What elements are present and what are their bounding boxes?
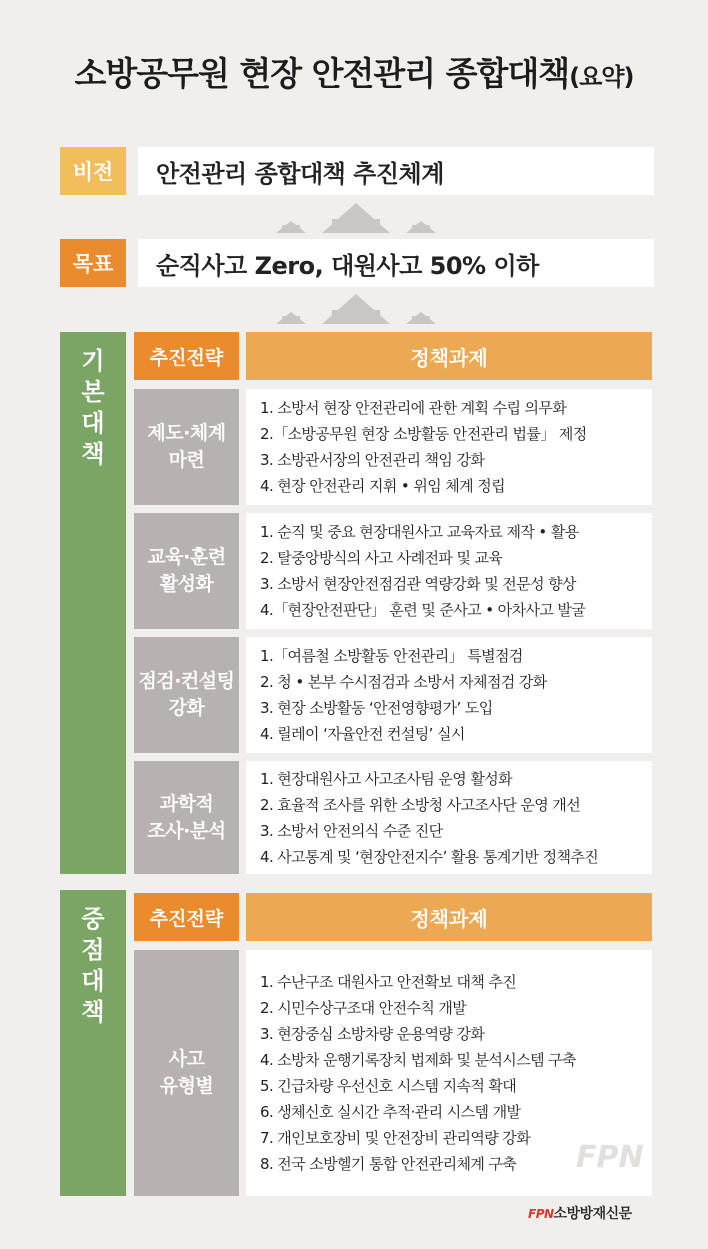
task-item: 2. 시민수상구조대 안전수칙 개발 [260, 999, 467, 1017]
title-main: 소방공무원 현장 안전관리 종합대책 [74, 54, 570, 93]
task-item: 1. 순직 및 중요 현장대원사고 교육자료 제작 • 활용 [260, 523, 579, 541]
section-focus-label [60, 890, 126, 1196]
strategy-header: 추진전략 [134, 893, 239, 941]
strategy-line: 사고 [168, 1048, 205, 1070]
up-arrows-icon [276, 290, 436, 324]
strategy-cell [134, 637, 239, 753]
side-char: 본 [81, 378, 105, 406]
task-item: 1.「여름철 소방활동 안전관리」 특별점검 [260, 647, 523, 665]
strategy-cell [134, 513, 239, 629]
logo-mark: FPN [528, 1207, 554, 1221]
task-item: 3. 소방서 안전의식 수준 진단 [260, 821, 443, 840]
strategy-line: 유형별 [159, 1075, 214, 1097]
task-list [246, 761, 652, 874]
task-item: 1. 현장대원사고 사고조사팀 운영 활성화 [260, 769, 513, 788]
strategy-line: 교육·훈련 [147, 546, 226, 568]
side-char: 기 [81, 347, 105, 375]
strategy-cell [134, 950, 239, 1196]
strategy-cell [134, 389, 239, 505]
side-char: 중 [81, 905, 105, 933]
task-item: 1. 수난구조 대원사고 안전확보 대책 추진 [260, 973, 517, 991]
strategy-line: 제도·체계 [147, 422, 226, 444]
task-item: 2. 청 • 본부 수시점검과 소방서 자체점검 강화 [260, 673, 547, 691]
strategy-line: 강화 [168, 697, 205, 719]
task-item: 4. 릴레이 ‘자율안전 컨설팅’ 실시 [260, 725, 465, 743]
task-item: 5. 긴급차량 우선신호 시스템 지속적 확대 [260, 1077, 517, 1095]
side-char: 대 [81, 409, 105, 437]
task-list [246, 637, 652, 753]
page-title [0, 48, 708, 95]
strategy-line: 조사·분석 [147, 819, 226, 842]
task-item: 4.「현장안전판단」 훈련 및 준사고 • 아차사고 발굴 [260, 601, 586, 619]
strategy-cell [134, 761, 239, 874]
tasks-header: 정책과제 [246, 332, 652, 380]
task-item: 4. 소방차 운행기록장치 법제화 및 분석시스템 구축 [260, 1051, 576, 1069]
goal-label: 목표 [60, 239, 126, 287]
watermark-logo: FPN [576, 1140, 644, 1175]
side-char: 책 [81, 998, 105, 1026]
strategy-line: 활성화 [159, 573, 214, 595]
task-list [246, 389, 652, 505]
vision-text: 안전관리 종합대책 추진체계 [138, 147, 654, 195]
task-item: 7. 개인보호장비 및 안전장비 관리역량 강화 [260, 1129, 531, 1147]
side-char: 점 [81, 936, 105, 964]
side-char: 대 [81, 967, 105, 995]
tasks-header: 정책과제 [246, 893, 652, 941]
task-item: 1. 소방서 현장 안전관리에 관한 계획 수립 의무화 [260, 399, 567, 417]
vision-label: 비전 [60, 147, 126, 195]
strategy-header: 추진전략 [134, 332, 239, 380]
task-item: 3. 소방관서장의 안전관리 책임 강화 [260, 451, 485, 469]
title-suffix: (요약) [569, 63, 634, 91]
strategy-line: 과학적 [159, 792, 214, 815]
section-basic-label [60, 332, 126, 874]
strategy-line: 마련 [168, 449, 205, 471]
strategy-line: 점검·컨설팅 [138, 670, 235, 692]
task-item: 8. 전국 소방헬기 통합 안전관리체계 구축 [260, 1155, 517, 1173]
task-item: 2.「소방공무원 현장 소방활동 안전관리 법률」 제정 [260, 425, 587, 443]
task-item: 6. 생체신호 실시간 추적·관리 시스템 개발 [260, 1103, 521, 1121]
task-item: 3. 소방서 현장안전점검관 역량강화 및 전문성 향상 [260, 575, 576, 593]
task-item: 2. 탈중앙방식의 사고 사례전파 및 교육 [260, 549, 503, 567]
task-item: 4. 현장 안전관리 지휘 • 위임 체계 정립 [260, 477, 505, 495]
side-char: 책 [81, 440, 105, 468]
task-item: 3. 현장중심 소방차량 운용역량 강화 [260, 1025, 485, 1043]
task-item: 3. 현장 소방활동 ‘안전영향평가’ 도입 [260, 699, 493, 717]
logo-name: 소방방재신문 [553, 1206, 632, 1222]
task-list [246, 513, 652, 629]
up-arrows-icon [276, 197, 436, 233]
task-item: 2. 효율적 조사를 위한 소방청 사고조사단 운영 개선 [260, 795, 581, 814]
goal-text: 순직사고 Zero, 대원사고 50% 이하 [138, 239, 654, 287]
publisher-logo [528, 1203, 632, 1223]
task-item: 4. 사고통계 및 ‘현장안전지수’ 활용 통계기반 정책추진 [260, 847, 599, 866]
